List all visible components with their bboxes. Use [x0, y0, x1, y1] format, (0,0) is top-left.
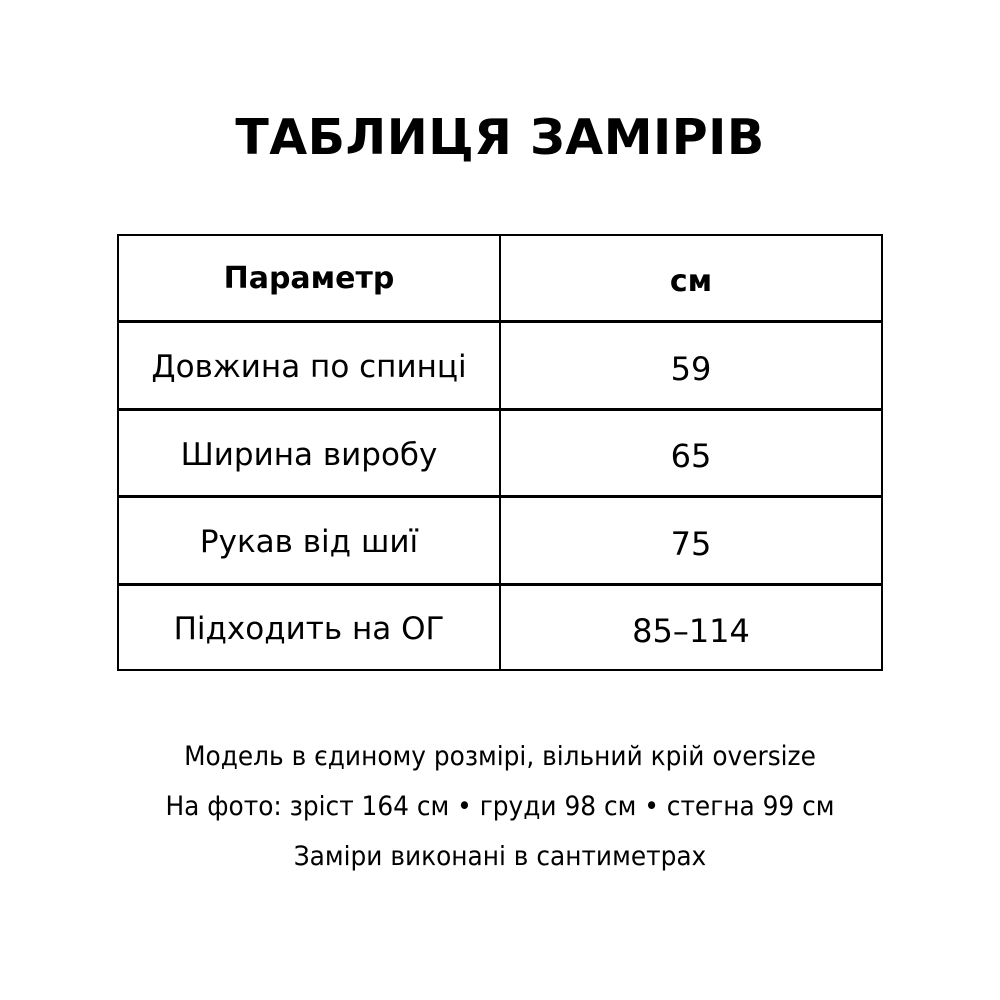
table-cell-value: 85–114	[632, 611, 750, 650]
table-cell-value: 59	[501, 323, 881, 411]
table-cell-value: 75	[501, 498, 881, 586]
table-cell-parameter: Підходить на ОГ	[119, 586, 501, 669]
notes-section	[40, 732, 960, 882]
table-cell-parameter: Довжина по спинці	[119, 323, 501, 411]
table-header-unit: см	[501, 236, 881, 323]
size-table	[117, 234, 883, 671]
table-header-parameter: Параметр	[119, 236, 501, 323]
note-one-size: Модель в єдиному розмірі, вільний крій oversize	[184, 741, 816, 772]
table-cell-value: 65	[501, 411, 881, 498]
note-model-measurements: На фото: зріст 164 см • груди 98 см • стегна 99 см	[165, 791, 835, 822]
note-units: Заміри виконані в сантиметрах	[293, 841, 707, 872]
table-cell-parameter: Рукав від шиї	[119, 498, 501, 586]
table-cell-parameter: Ширина виробу	[119, 411, 501, 498]
page-title: ТАБЛИЦЯ ЗАМІРІВ	[235, 108, 765, 166]
